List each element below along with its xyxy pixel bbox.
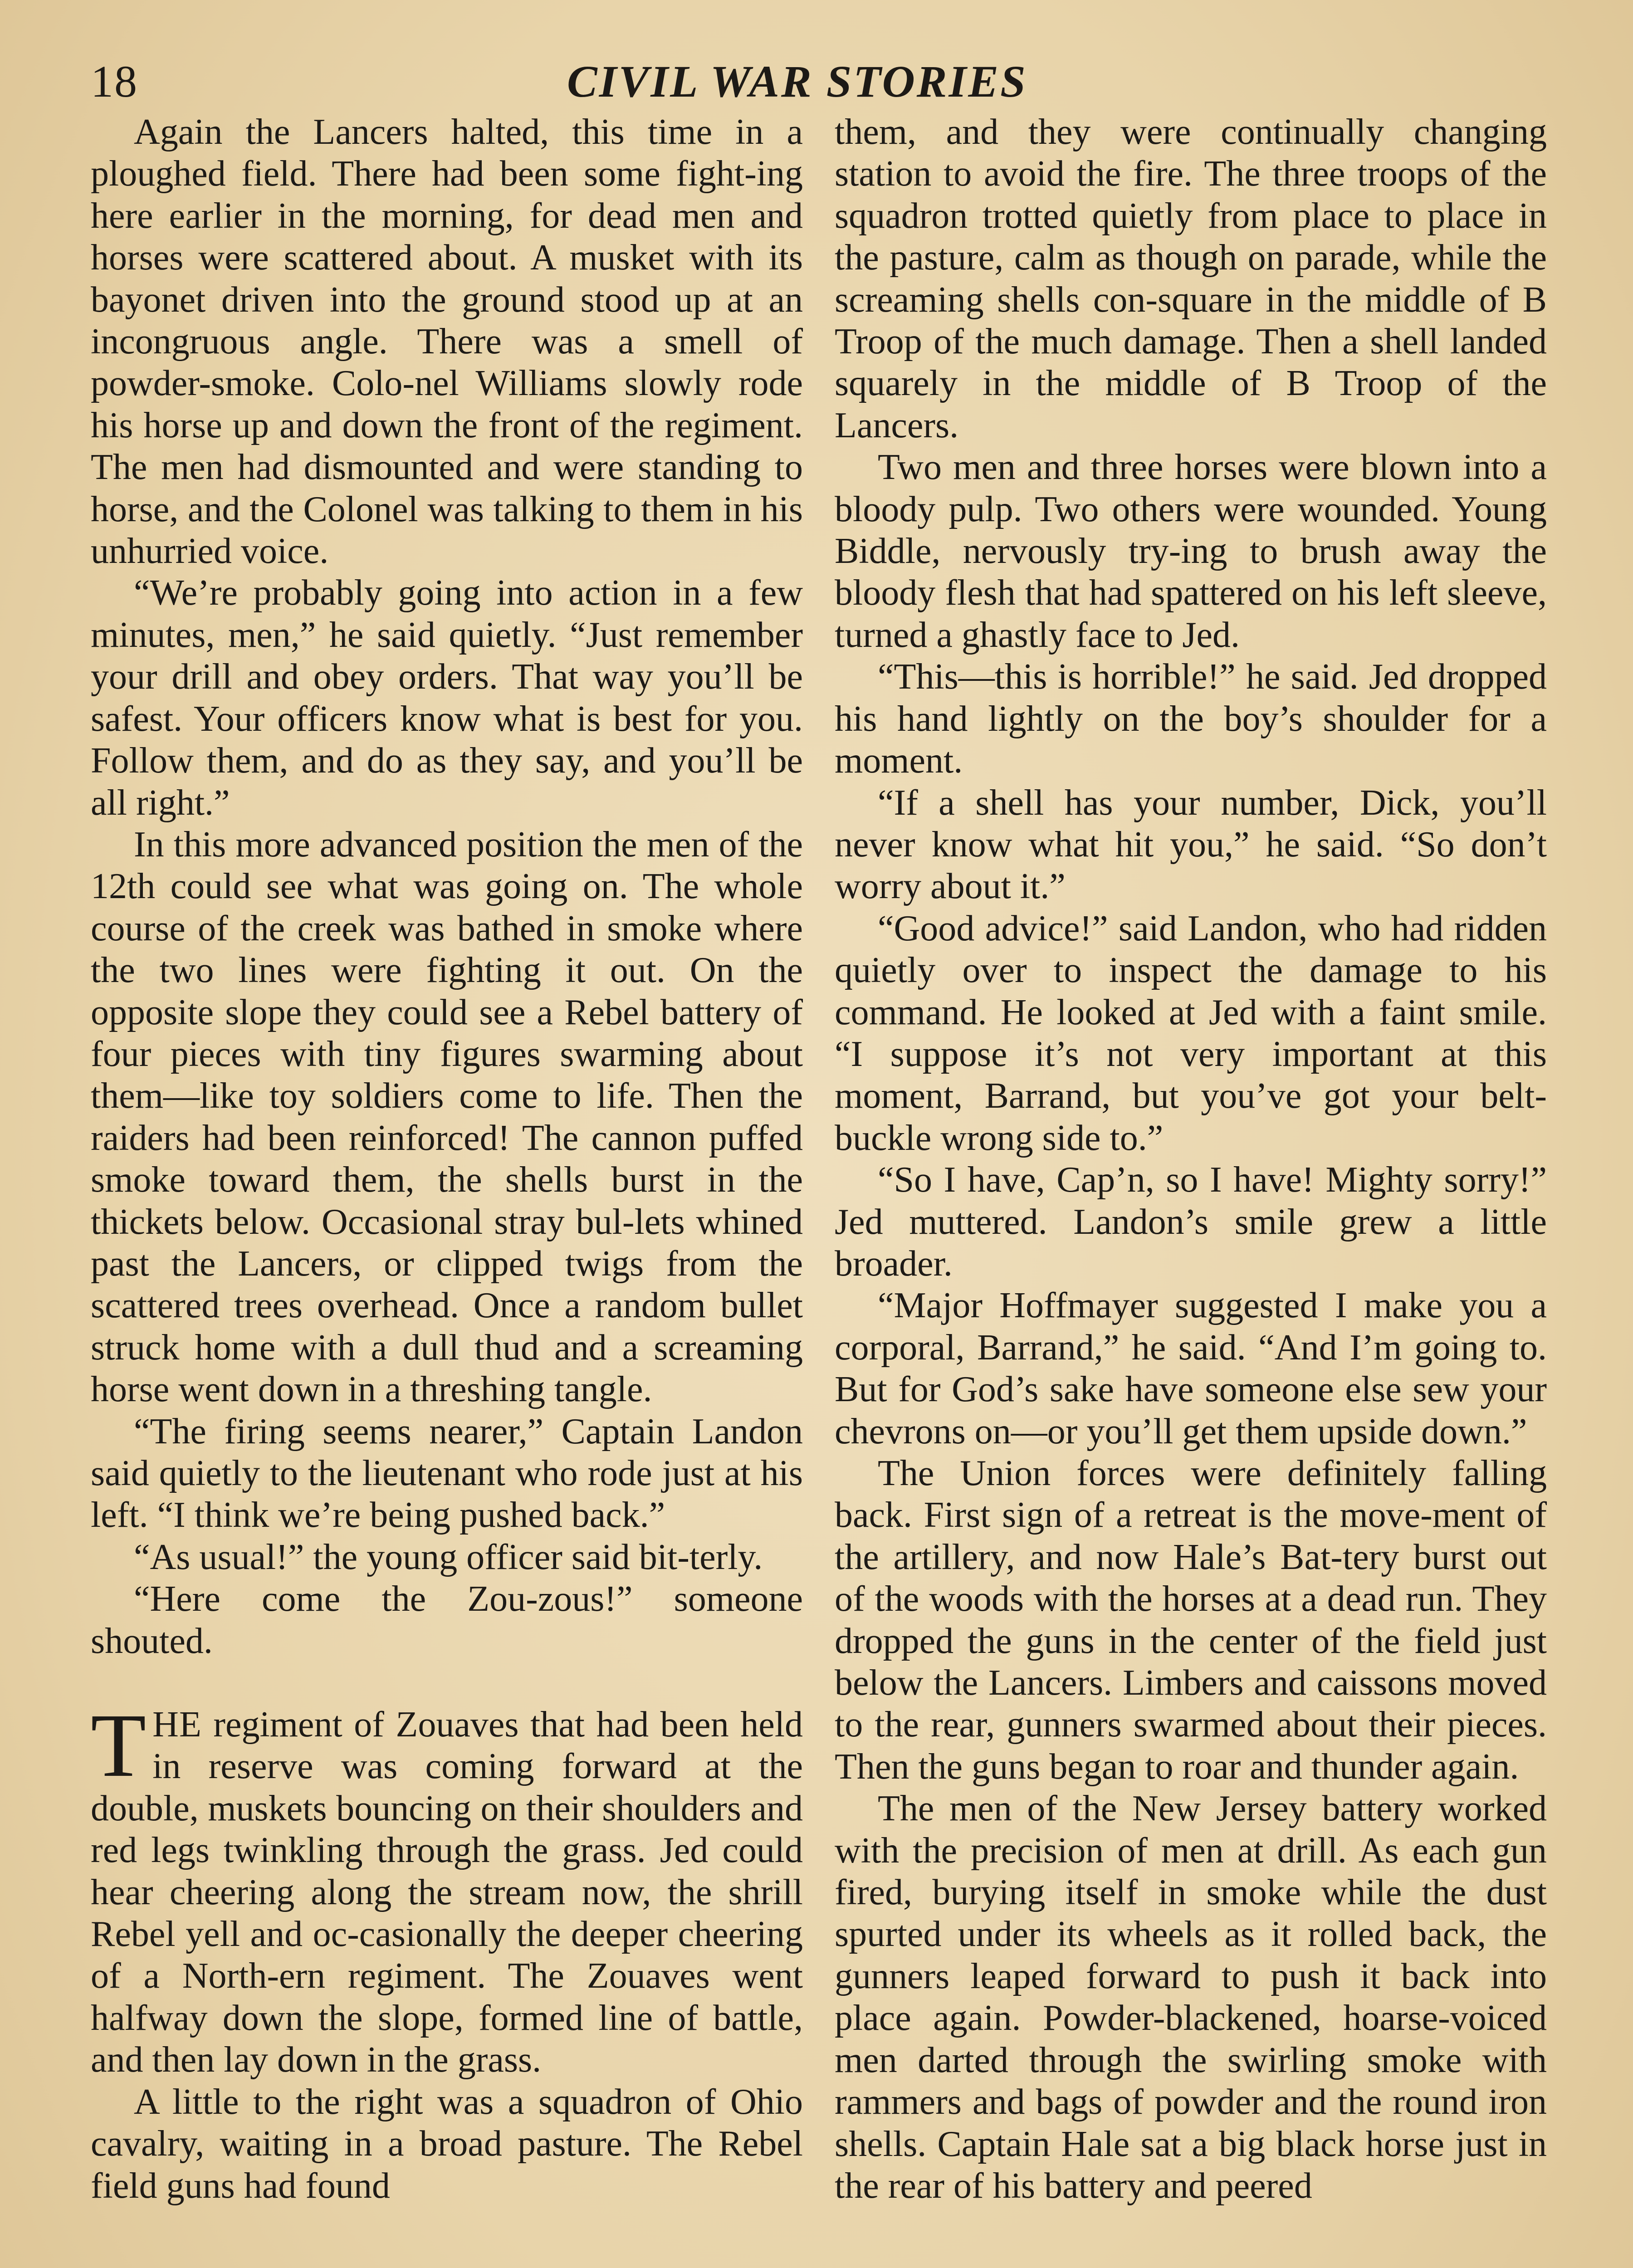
drop-cap-continuation: HE [152, 1705, 202, 1745]
running-title: CIVIL WAR STORIES [567, 56, 1027, 107]
section-break [91, 1662, 803, 1704]
page-header [91, 50, 1542, 113]
paragraph-continued: them, and they were continually changing station to avoid the fire. The three troops of the squadron trotted quietly from place to place in the pasture, calm as though on parade, while the screaming shells con-square in the middle of B Troop of the much damage. Then a shell landed squarely in the middle of B Troop of the Lancers. [835, 112, 1547, 445]
dropcap-paragraph [91, 1696, 803, 2081]
paragraph: A little to the right was a squadron of Ohio cavalry, waiting in a broad pasture. The Rebel field guns had found [91, 2082, 803, 2206]
paragraph: The men of the New Jersey battery worked with the precision of men at drill. As each gun fired, burying itself in smoke while the dust spurted under its wheels as it rolled back, the gunners leaped forward to push it back into place again. Powder-blackened, hoarse-voiced men darted through the swirling smoke with rammers and bags of powder and the round iron shells. Captain Hale sat a big black horse just in the rear of his battery and peered [835, 1789, 1547, 2206]
paragraph: “As usual!” the young officer said bit-terly. [134, 1537, 763, 1577]
paragraph: “Here come the Zou-zous!” someone shouted. [91, 1579, 803, 1661]
left-column [91, 111, 803, 2207]
page-number: 18 [91, 56, 138, 107]
drop-cap: T [91, 1696, 147, 1796]
paragraph: “Good advice!” said Landon, who had ridden quietly over to inspect the damage to his command. He looked at Jed with a faint smile. “I suppose it’s not very important at this moment, Barrand, but you’ve got your belt-buckle wrong side to.” [835, 908, 1547, 1158]
paragraph: In this more advanced position the men of the 12th could see what was going on. The whole course of the creek was bathed in smoke where the two lines were fighting it out. On the opposite slope they could see a Rebel battery of four pieces with tiny figures swarming about them—like toy soldiers come to life. Then the raiders had been reinforced! The cannon puffed smoke toward them, the shells burst in the thickets below. Occasional stray bul-lets whined past the Lancers, or clipped twigs from the scattered trees overhead. Once a random bullet struck home with a dull thud and a screaming horse went down in a threshing tangle. [91, 824, 803, 1410]
paragraph: “So I have, Cap’n, so I have! Mighty sorry!” Jed muttered. Landon’s smile grew a little broader. [835, 1160, 1547, 1284]
paragraph: Two men and three horses were blown into a bloody pulp. Two others were wounded. Young Biddle, nervously try-ing to brush away the bloody flesh that had spattered on his left sleeve, turned a ghastly face to Jed. [835, 447, 1547, 655]
paragraph: “We’re probably going into action in a few minutes, men,” he said quietly. “Just remember your drill and obey orders. That way you’ll be safest. Your officers know what is best for you. Follow them, and do as they say, and you’ll be all right.” [91, 573, 803, 823]
paragraph: Again the Lancers halted, this time in a ploughed field. There had been some fight-ing here earlier in the morning, for dead men and horses were scattered about. A musket with its bayonet driven into the ground stood up at an incongruous angle. There was a smell of powder-smoke. Colo-nel Williams slowly rode his horse up and down the front of the regiment. The men had dismounted and were standing to horse, and the Colonel was talking to them in his unhurried voice. [91, 112, 803, 572]
paragraph: “Major Hoffmayer suggested I make you a corporal, Barrand,” he said. “And I’m going to. But for God’s sake have someone else sew your chevrons on—or you’ll get them upside down.” [835, 1286, 1547, 1452]
paragraph: “This—this is horrible!” he said. Jed dropped his hand lightly on the boy’s shoulder for a moment. [835, 657, 1547, 781]
paragraph: “The firing seems nearer,” Captain Landon said quietly to the lieutenant who rode just at his left. “I think we’re being pushed back.” [91, 1411, 803, 1535]
dropcap-paragraph-text: regiment of Zouaves that had been held in reserve was coming forward at the double, muskets bouncing on their shoulders and red legs twinkling through the grass. Jed could hear cheering along the stream now, the shrill Rebel yell and oc-casionally the deeper cheering of a North-ern regiment. The Zouaves went halfway down the slope, formed line of battle, and then lay down in the grass. [91, 1705, 803, 2080]
paragraph: The Union forces were definitely falling back. First sign of a retreat is the move-ment of the artillery, and now Hale’s Bat-tery burst out of the woods with the horses at a dead run. They dropped the guns in the center of the field just below the Lancers. Limbers and caissons moved to the rear, gunners swarmed about their pieces. Then the guns began to roar and thunder again. [835, 1453, 1547, 1787]
paragraph: “If a shell has your number, Dick, you’ll never know what hit you,” he said. “So don’t worry about it.” [835, 782, 1547, 907]
right-column [835, 111, 1547, 2207]
